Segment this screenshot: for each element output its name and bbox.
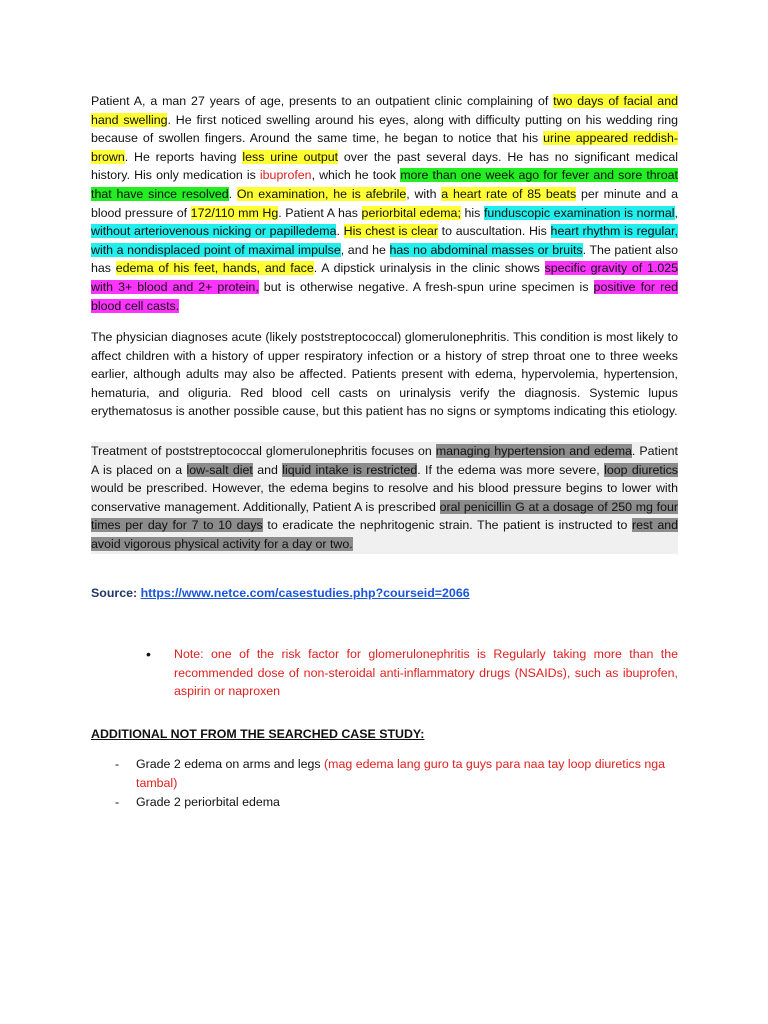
highlighted-text: urine appeared reddish-brown xyxy=(91,131,678,164)
highlighted-text: rest and avoid vigorous physical activity for a day or two. xyxy=(91,518,678,551)
text-run: . He first noticed swelling around his eyes, along with difficulty putting on his wedding ring because of swollen fingers. Around the same time, he began to notice that his xyxy=(91,112,678,146)
highlighted-text: His chest is clear xyxy=(343,224,438,239)
highlighted-text: loop diuretics xyxy=(604,462,679,477)
case-paragraph-3 xyxy=(91,442,678,554)
case-paragraph-2-text xyxy=(91,328,678,421)
highlighted-text: a heart rate of 85 beats xyxy=(441,186,577,201)
text-run: . xyxy=(336,224,344,239)
highlighted-text: 172/110 mm Hg xyxy=(190,205,279,220)
list-item-text: Grade 2 periorbital edema xyxy=(136,795,280,809)
highlighted-text: heart rhythm is regular, with a nondisplaced point of maximal impulse xyxy=(91,224,678,257)
text-run: per minute and a blood pressure of xyxy=(91,186,678,220)
list-item xyxy=(91,793,678,812)
note-item xyxy=(146,645,678,701)
highlighted-text: without arteriovenous nicking or papilledema xyxy=(91,224,337,239)
highlighted-text: edema of his feet, hands, and face xyxy=(115,261,314,276)
text-run: , xyxy=(674,205,678,220)
dash-bullet: - xyxy=(115,795,120,809)
case-paragraph-2 xyxy=(91,328,678,421)
dash-bullet: - xyxy=(115,757,120,771)
list-item xyxy=(91,755,678,792)
additional-heading: ADDITIONAL NOT FROM THE SEARCHED CASE STUDY: xyxy=(91,727,425,741)
highlighted-text: two days of facial and hand swelling xyxy=(91,94,678,127)
text-run: over the past several days. He has no significant medical history. His only medication is xyxy=(91,149,679,183)
highlighted-text: ibuprofen xyxy=(259,168,312,183)
highlighted-text: more than one week ago for fever and sore throat that have since resolved xyxy=(91,168,678,201)
text-run: . Patient A has xyxy=(278,205,362,220)
highlighted-text: liquid intake is restricted xyxy=(282,462,418,477)
highlighted-text: positive for red blood cell casts. xyxy=(91,279,678,313)
text-run: to eradicate the nephritogenic strain. The patient is instructed to xyxy=(262,518,632,533)
text-run: , which he took xyxy=(311,168,401,183)
text-run: but is otherwise negative. A fresh-spun urine specimen is xyxy=(258,279,594,294)
text-run: Treatment of poststreptococcal glomerulonephritis focuses on xyxy=(91,444,436,458)
text-run: . xyxy=(228,186,237,201)
highlighted-text: funduscopic examination is normal xyxy=(483,205,675,220)
text-run: , and he xyxy=(340,242,390,257)
text-run: . Patient A is placed on a xyxy=(91,444,678,477)
text-run: would be prescribed. However, the edema begins to resolve and his blood pressure begins to lower with conservative management. Additionally, Patient A is prescribed xyxy=(91,481,678,514)
text-run: . If the edema was more severe, xyxy=(417,462,605,477)
text-run: to auscultation. His xyxy=(438,224,551,239)
case-paragraph-1-text xyxy=(91,92,678,315)
highlighted-text: On examination, he is afebrile xyxy=(236,186,407,201)
list-item-text: Grade 2 edema on arms and legs xyxy=(136,757,325,771)
highlighted-text: specific gravity of 1.025 with 3+ blood and 2+ protein, xyxy=(91,261,678,294)
text-run: and xyxy=(252,462,283,477)
highlighted-text: has no abdominal masses or bruits xyxy=(389,242,583,257)
source-link[interactable]: https://www.netce.com/casestudies.php?courseid=2066 xyxy=(140,586,470,600)
text-run: Patient A, a man 27 years of age, presents to an outpatient clinic complaining of xyxy=(91,94,554,108)
bullet-icon: • xyxy=(146,646,151,662)
highlighted-text: managing hypertension and edema xyxy=(435,444,632,458)
list-item-note: (mag edema lang guro ta guys para naa tay loop diuretics nga tambal) xyxy=(136,757,666,790)
highlighted-text: low-salt diet xyxy=(186,462,253,477)
source-label: Source: xyxy=(91,586,141,600)
text-run: his xyxy=(460,205,484,220)
text-run: . He reports having xyxy=(124,149,243,164)
highlighted-text: less urine output xyxy=(242,149,339,164)
text-run: The physician diagnoses acute (likely poststreptococcal) glomerulonephritis. This condition is most likely to affect children with a history of upper respiratory infection or a history of strep throat one to three weeks earlier, although adults may also be affected. Patients present with edema, hypervolemia, hypertension, hematuria, and oliguria. Red blood cell casts on urinalysis verify the diagnosis. Systemic lupus erythematosus is another possible cause, but this patient has no signs or symptoms indicating this etiology. xyxy=(91,330,678,419)
note-text: Note: one of the risk factor for glomerulonephritis is Regularly taking more than the recommended dose of non-steroidal anti-inflammatory drugs (NSAIDs), such as ibuprofen, aspirin or naproxen xyxy=(174,647,678,699)
highlighted-text: oral penicillin G at a dosage of 250 mg four times per day for 7 to 10 days xyxy=(91,499,678,533)
text-run: , with xyxy=(406,186,442,201)
case-paragraph-1 xyxy=(91,92,678,315)
source-line xyxy=(91,586,470,600)
highlighted-text: periorbital edema; xyxy=(361,205,461,220)
text-run: . The patient also has xyxy=(91,242,678,276)
text-run: . A dipstick urinalysis in the clinic shows xyxy=(313,261,545,276)
case-paragraph-3-text xyxy=(91,442,678,554)
